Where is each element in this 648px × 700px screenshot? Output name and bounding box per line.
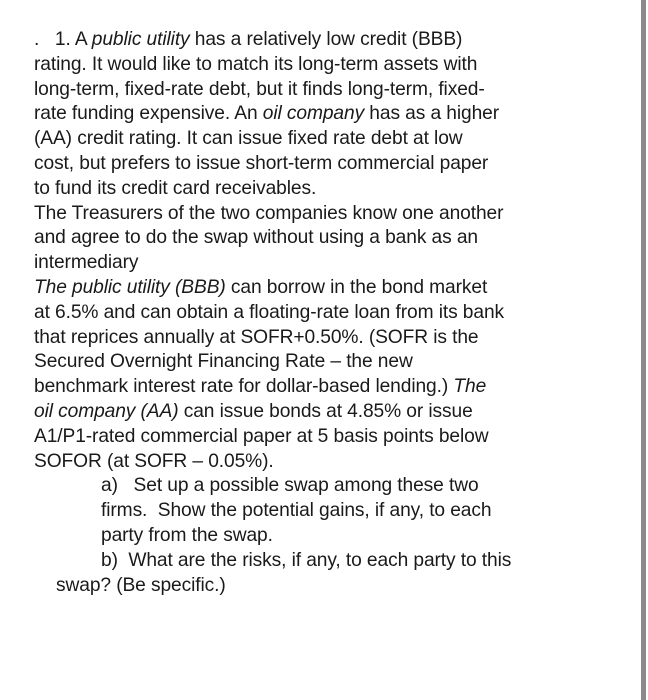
text-line [101,524,273,548]
text-segment: swap? (Be specific.) [56,574,226,596]
text-line [101,474,479,498]
text-segment: (AA) credit rating. It can issue fixed rate debt at low [34,128,463,150]
text-segment: Secured Overnight Financing Rate – the new [34,351,413,373]
text-line [34,425,488,449]
italic-text: public utility [91,29,190,50]
text-line [34,102,499,126]
text-line [34,301,504,325]
text-segment: has a relatively low credit (BBB) [189,29,463,50]
page-edge-divider [641,0,646,700]
text-line [34,450,274,474]
text-line [34,375,486,399]
text-segment: intermediary [34,252,139,274]
text-segment: long-term, fixed-rate debt, but it finds long-term, fixed- [34,78,485,100]
text-line [34,177,316,201]
text-line [34,326,479,350]
text-segment: A1/P1-rated commercial paper at 5 basis points below [34,425,489,447]
italic-text: oil company [262,103,365,125]
text-segment: b) What are the risks, if any, to each party to this [101,549,512,571]
text-line [34,78,485,102]
text-segment: that reprices annually at SOFR+0.50%. (SOFR is the [34,326,479,348]
text-line [34,127,463,151]
text-segment: SOFOR (at SOFR – 0.05%). [34,450,274,472]
text-segment: The Treasurers of the two companies know one another [34,202,504,224]
text-segment: and agree to do the swap without using a bank as an [34,227,478,249]
text-line [34,152,488,176]
text-line [34,53,477,77]
text-segment: firms. Show the potential gains, if any, to each [101,500,492,522]
italic-text: oil company (AA) [34,401,179,422]
text-segment: benchmark interest rate for dollar-based lending.) [34,376,454,398]
text-segment: can borrow in the bond market [225,277,488,298]
text-segment: party from the swap. [101,525,273,546]
text-line [34,202,503,226]
text-segment: . 1. A [34,29,92,50]
text-segment: can issue bonds at 4.85% or issue [178,401,473,422]
text-segment: rate funding expensive. An [34,103,263,125]
text-line [34,276,487,300]
italic-text: The public utility (BBB) [34,277,226,298]
text-segment: to fund its credit card receivables. [34,177,317,199]
text-line [56,574,226,598]
text-segment: cost, but prefers to issue short-term commercial paper [34,153,489,174]
italic-text: The [453,376,487,398]
text-line [34,251,138,275]
text-segment: at 6.5% and can obtain a floating-rate loan from its bank [34,301,505,323]
text-line [101,499,491,523]
text-segment: rating. It would like to match its long-term assets with [34,53,478,75]
text-line [34,226,478,250]
text-line [34,28,462,52]
text-segment: has as a higher [364,103,500,125]
text-line [101,549,511,573]
text-segment: a) Set up a possible swap among these two [101,475,479,497]
text-line [34,350,413,374]
text-line [34,400,473,424]
